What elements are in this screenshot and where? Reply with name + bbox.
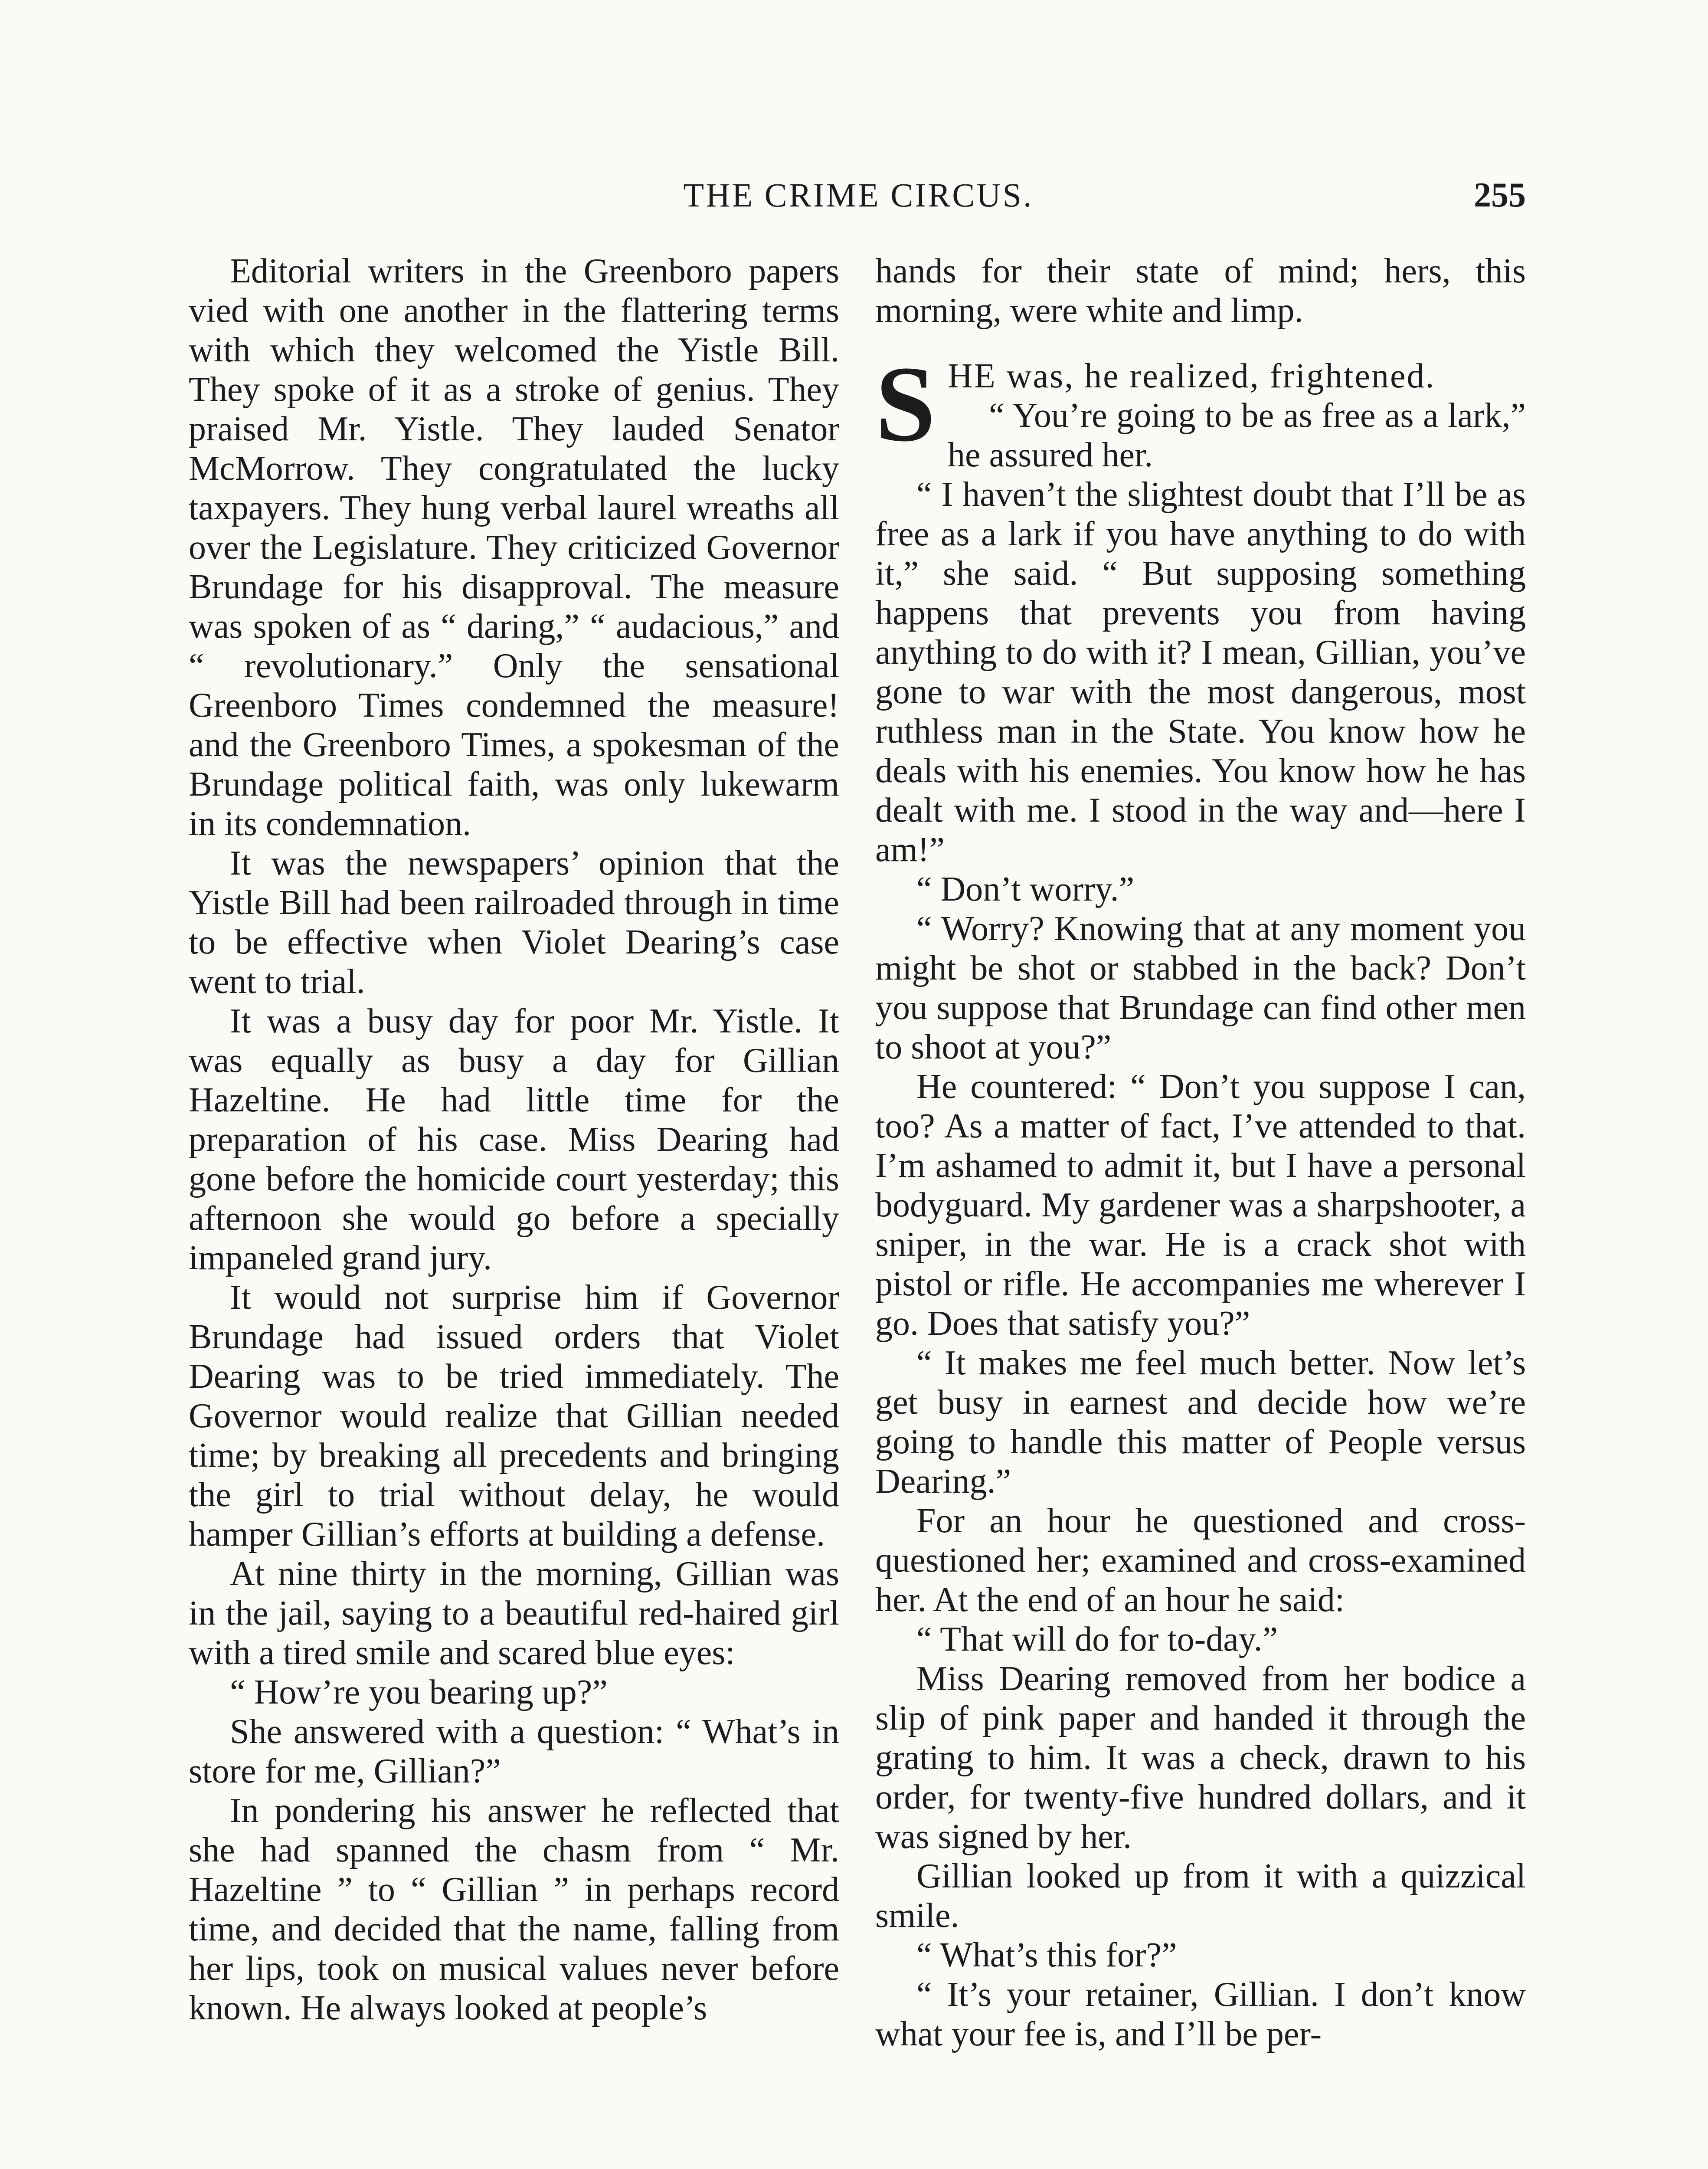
- paragraph: It would not surprise him if Governor Brundage had issued orders that Violet Dearing was to be tried immediately. The Governor would realize that Gillian needed time; by breaking all precedents and bringing the girl to trial without delay, he would hamper Gillian’s efforts at building a defense.: [189, 1278, 839, 1553]
- paragraph: “ What’s this for?”: [916, 1936, 1177, 1974]
- paragraph: “ I haven’t the slightest doubt that I’ll be as free as a lark if you have anything to do with it,” she said. “ But supposing something happens that prevents you from having anything to do with it? I mean, Gillian, you’ve gone to war with the most dangerous, most ruthless man in the State. You know how he deals with his enemies. You know how he has dealt with me. I stood in the way and—here I am!”: [875, 475, 1526, 869]
- paragraph: He countered: “ Don’t you suppose I can, too? As a matter of fact, I’ve attended to that. I’m ashamed to admit it, but I have a personal bodyguard. My gardener was a sharpshooter, a sniper, in the war. He is a crack shot with pistol or rifle. He accompanies me wherever I go. Does that satisfy you?”: [875, 1068, 1526, 1343]
- page-header: [191, 176, 1526, 228]
- paragraph: “ It’s your retainer, Gillian. I don’t know what your fee is, and I’ll be per-: [875, 1976, 1526, 2053]
- paragraph: In pondering his answer he reflected that she had spanned the chasm from “ Mr. Hazeltine ” to “ Gillian ” in perhaps record time, and decided that the name, falling from her lips, took on musical values never before known. He always looked at people’s: [189, 1792, 839, 2027]
- paragraph: “ You’re going to be as free as a lark,” he assured her.: [948, 396, 1526, 474]
- paragraph: Gillian looked up from it with a quizzical smile.: [875, 1857, 1526, 1935]
- paragraph: “ Don’t worry.”: [916, 870, 1135, 908]
- paragraph: “ It makes me feel much better. Now let’s get busy in earnest and decide how we’re going to handle this matter of People versus Dearing.”: [875, 1344, 1526, 1501]
- paragraph: “ That will do for to-day.”: [916, 1620, 1278, 1658]
- paragraph: For an hour he questioned and cross-questioned her; examined and cross-examined her. At the end of an hour he said:: [875, 1502, 1526, 1619]
- page-number: 255: [1474, 176, 1526, 214]
- dropcap-letter: S: [875, 344, 936, 464]
- running-title: THE CRIME CIRCUS.: [683, 176, 1034, 214]
- paragraph: At nine thirty in the morning, Gillian was in the jail, saying to a beautiful red-haired girl with a tired smile and scared blue eyes:: [189, 1555, 839, 1672]
- text-columns: [189, 252, 1526, 2169]
- paragraph: “ Worry? Knowing that at any moment you might be shot or stabbed in the back? Don’t you suppose that Brundage can find other men to shoot at you?”: [875, 910, 1526, 1066]
- paragraph: It was the newspapers’ opinion that the Yistle Bill had been railroaded through in time to be effective when Violet Dearing’s case went to trial.: [189, 844, 839, 1001]
- paragraph: It was a busy day for poor Mr. Yistle. It was equally as busy a day for Gillian Hazeltine. He had little time for the preparation of his case. Miss Dearing had gone before the homicide court yesterday; this afternoon she would go before a specially impaneled grand jury.: [189, 1002, 839, 1277]
- paragraph: “ How’re you bearing up?”: [230, 1673, 608, 1711]
- dropcap-text: HE was, he realized, frightened.: [948, 357, 1436, 395]
- paragraph-continuation: hands for their state of mind; hers, this morning, were white and limp.: [875, 252, 1526, 330]
- right-column: [875, 252, 1526, 2169]
- paragraph: Editorial writers in the Greenboro papers vied with one another in the flattering terms with which they welcomed the Yistle Bill. They spoke of it as a stroke of genius. They praised Mr. Yistle. They lauded Senator McMorrow. They congratulated the lucky taxpayers. They hung verbal laurel wreaths all over the Legislature. They criticized Governor Brundage for his disapproval. The measure was spoken of as “ daring,” “ audacious,” and “ revolutionary.” Only the sensational Greenboro Times condemned the measure! and the Greenboro Times, a spokesman of the Brundage political faith, was only lukewarm in its condemnation.: [189, 252, 839, 843]
- left-column: [189, 252, 839, 2169]
- paragraph: She answered with a question: “ What’s in store for me, Gillian?”: [189, 1713, 839, 1790]
- paragraph: Miss Dearing removed from her bodice a slip of pink paper and handed it through the grating to him. It was a check, drawn to his order, for twenty-five hundred dollars, and it was signed by her.: [875, 1660, 1526, 1856]
